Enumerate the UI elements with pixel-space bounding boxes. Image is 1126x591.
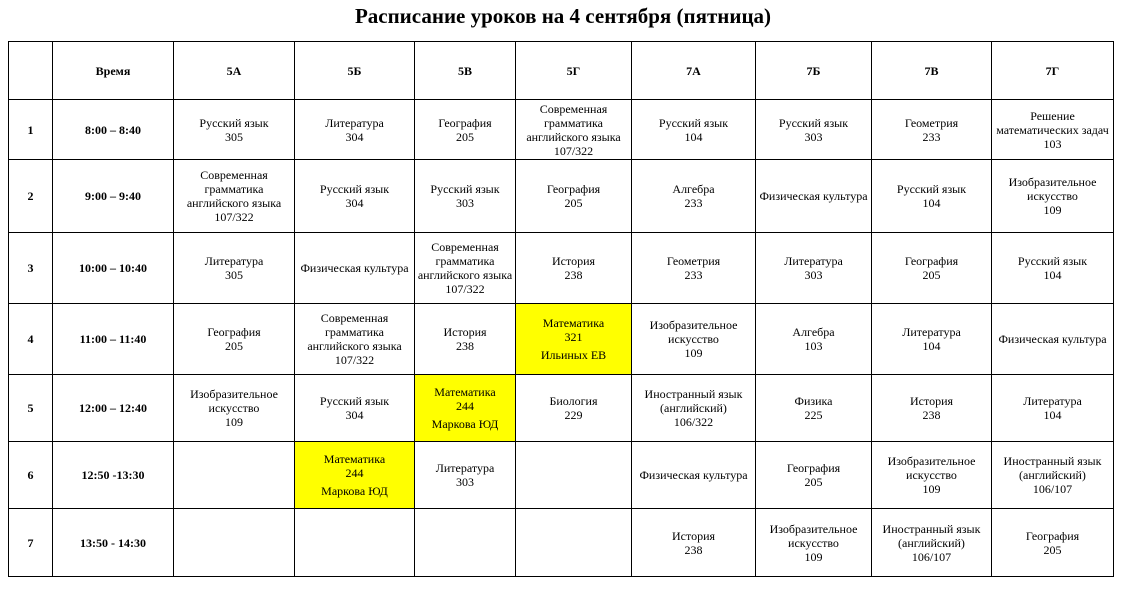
lesson-subject: Современная грамматика английского языка	[307, 311, 402, 353]
lesson-room: 304	[345, 408, 364, 422]
lesson-cell	[516, 304, 632, 375]
lesson-room: 321	[564, 330, 583, 344]
lesson-subject: География	[1025, 528, 1080, 543]
lesson-cell	[415, 304, 516, 375]
lesson-cell	[632, 375, 756, 442]
lesson-room: 225	[804, 408, 823, 422]
class-header: 7Б	[756, 42, 872, 100]
lesson-subject: Геометрия	[904, 115, 959, 130]
lesson-subject: Биология	[549, 394, 598, 408]
corner-cell	[9, 42, 53, 100]
lesson-subject: География	[207, 325, 261, 339]
lesson-cell	[295, 375, 415, 442]
lesson-cell	[516, 100, 632, 160]
table-row	[9, 442, 1114, 509]
lesson-subject: Физическая культура	[998, 332, 1107, 346]
table-row	[9, 100, 1114, 160]
lesson-cell	[872, 509, 992, 577]
lesson-subject: География	[786, 461, 841, 475]
lesson-cell	[632, 304, 756, 375]
lesson-teacher: Маркова ЮД	[321, 484, 388, 498]
lesson-room: 109	[684, 346, 703, 360]
lesson-room: 109	[225, 415, 243, 429]
lesson-room: 205	[564, 196, 583, 210]
lesson-room: 109	[1043, 203, 1062, 217]
lesson-room: 109	[804, 549, 823, 564]
lesson-subject: Русский язык	[896, 182, 967, 196]
lesson-cell	[632, 160, 756, 233]
lesson-cell	[756, 160, 872, 233]
lesson-room: 244	[456, 399, 474, 413]
class-header: 7А	[632, 42, 756, 100]
lesson-room: 103	[1043, 136, 1062, 151]
class-header: 5Б	[295, 42, 415, 100]
lesson-subject: Изобразительное искусство	[1008, 175, 1097, 203]
lesson-cell	[756, 304, 872, 375]
lesson-room: 104	[922, 196, 941, 210]
lesson-cell	[632, 100, 756, 160]
lesson-room: 104	[922, 339, 941, 353]
lesson-subject: История	[909, 394, 954, 408]
table-row	[9, 160, 1114, 233]
lesson-subject: География	[904, 254, 959, 268]
lesson-subject: История	[671, 528, 716, 543]
lesson-subject: Русский язык	[319, 182, 390, 196]
table-row	[9, 375, 1114, 442]
lesson-room: 304	[345, 196, 364, 210]
lesson-room: 244	[345, 466, 364, 480]
lesson-room: 303	[804, 129, 823, 144]
lesson-cell	[174, 100, 295, 160]
lesson-cell	[756, 100, 872, 160]
lesson-cell	[174, 160, 295, 233]
class-header: 5Г	[516, 42, 632, 100]
lesson-subject: Русский язык	[319, 394, 390, 408]
lesson-cell	[872, 442, 992, 509]
lesson-cell	[872, 160, 992, 233]
lesson-cell	[992, 160, 1114, 233]
lesson-cell	[295, 442, 415, 509]
lesson-room: 109	[922, 482, 941, 496]
lesson-subject: Алгебра	[792, 325, 835, 339]
lesson-cell	[516, 160, 632, 233]
lesson-time: 12:50 -13:30	[53, 442, 174, 509]
lesson-subject: Решение математических задач	[996, 108, 1109, 137]
lesson-time: 11:00 – 11:40	[53, 304, 174, 375]
lesson-cell	[992, 442, 1114, 509]
lesson-cell	[756, 509, 872, 577]
lesson-subject: Литература	[902, 325, 961, 339]
lesson-cell	[992, 375, 1114, 442]
lesson-number: 5	[9, 375, 53, 442]
lesson-cell	[415, 442, 516, 509]
class-header: 5В	[415, 42, 516, 100]
lesson-subject: Русский язык	[430, 182, 500, 196]
lesson-cell	[415, 160, 516, 233]
lesson-cell	[872, 304, 992, 375]
lesson-subject: Современная грамматика английского языка	[186, 168, 282, 210]
lesson-subject: Физическая культура	[759, 189, 868, 203]
lesson-room: 205	[922, 268, 941, 282]
lesson-room: 106/322	[673, 415, 714, 429]
lesson-subject: География	[438, 115, 492, 130]
lesson-cell	[872, 233, 992, 304]
lesson-cell	[174, 442, 295, 509]
lesson-subject: Иностранный язык (английский)	[882, 521, 981, 550]
lesson-subject: История	[443, 325, 487, 339]
lesson-subject: Современная грамматика английского языка	[526, 101, 621, 144]
lesson-cell	[295, 233, 415, 304]
lesson-teacher: Ильиных ЕВ	[540, 348, 607, 362]
lesson-room: 303	[804, 268, 823, 282]
lesson-room: 305	[225, 129, 243, 144]
lesson-subject: Иностранный язык (английский)	[644, 387, 743, 415]
class-header: 7В	[872, 42, 992, 100]
lesson-number: 7	[9, 509, 53, 577]
lesson-cell	[992, 509, 1114, 577]
class-header: 5А	[174, 42, 295, 100]
lesson-subject: Современная грамматика английского языка 107/322	[417, 240, 513, 296]
lesson-cell	[415, 100, 516, 160]
lesson-room: 229	[564, 408, 583, 422]
lesson-subject: Изобразительное искусство	[769, 521, 858, 550]
lesson-room: 107/322	[214, 210, 254, 224]
lesson-room: 238	[922, 408, 941, 422]
lesson-cell	[516, 233, 632, 304]
page-title: Расписание уроков на 4 сентября (пятница)	[354, 4, 772, 28]
lesson-cell	[992, 233, 1114, 304]
lesson-room: 304	[345, 129, 364, 144]
lesson-cell	[756, 233, 872, 304]
class-header: 7Г	[992, 42, 1114, 100]
lesson-cell	[872, 375, 992, 442]
lesson-number: 4	[9, 304, 53, 375]
lesson-room: 233	[922, 129, 941, 144]
lesson-time: 10:00 – 10:40	[53, 233, 174, 304]
lesson-number: 1	[9, 100, 53, 160]
lesson-cell	[756, 442, 872, 509]
lesson-cell	[872, 100, 992, 160]
header-row	[9, 42, 1114, 100]
lesson-cell	[295, 304, 415, 375]
table-row	[9, 233, 1114, 304]
lesson-subject: Литература	[435, 461, 495, 475]
lesson-cell	[632, 509, 756, 577]
lesson-room: 303	[456, 475, 474, 489]
lesson-room: 106/107	[911, 549, 952, 564]
lesson-subject: Изобразительное искусство	[887, 454, 976, 482]
lesson-subject: Алгебра	[672, 182, 715, 196]
lesson-time: 12:00 – 12:40	[53, 375, 174, 442]
lesson-subject: Иностранный язык (английский)	[1003, 454, 1102, 482]
lesson-cell	[992, 100, 1114, 160]
lesson-room: 107/322	[334, 353, 375, 367]
schedule-table	[8, 41, 1114, 577]
lesson-subject: Физическая культура	[639, 468, 748, 482]
lesson-room: 104	[1043, 268, 1062, 282]
lesson-cell	[632, 233, 756, 304]
lesson-cell	[295, 509, 415, 577]
lesson-room: 205	[456, 129, 474, 144]
lesson-time: 9:00 – 9:40	[53, 160, 174, 233]
lesson-room: 305	[225, 268, 243, 282]
lesson-cell	[174, 233, 295, 304]
lesson-cell	[516, 375, 632, 442]
lesson-room: 238	[684, 542, 703, 557]
lesson-subject: Изобразительное искусство	[190, 387, 278, 415]
lesson-cell	[295, 160, 415, 233]
lesson-cell	[415, 375, 516, 442]
lesson-subject: Литература	[1023, 394, 1082, 408]
lesson-room: 104	[1043, 408, 1062, 422]
lesson-cell	[516, 509, 632, 577]
lesson-subject: Математика	[434, 385, 496, 399]
lesson-subject: Литература	[325, 115, 384, 130]
lesson-room: 233	[684, 268, 703, 282]
lesson-cell	[415, 233, 516, 304]
lesson-subject: Литература	[784, 254, 843, 268]
lesson-cell	[756, 375, 872, 442]
lesson-subject: Русский язык	[1017, 254, 1088, 268]
lesson-cell	[174, 509, 295, 577]
lesson-room: 205	[1043, 542, 1062, 557]
lesson-subject: История	[551, 254, 596, 268]
lesson-subject: Русский язык	[199, 115, 269, 130]
lesson-cell	[174, 375, 295, 442]
table-row	[9, 509, 1114, 577]
lesson-room: 103	[804, 339, 823, 353]
lesson-cell	[415, 509, 516, 577]
lesson-subject: Русский язык	[658, 115, 729, 130]
lesson-room: 238	[456, 339, 474, 353]
lesson-room: 106/107	[1032, 482, 1073, 496]
lesson-subject: Литература	[204, 254, 264, 268]
table-row	[9, 304, 1114, 375]
lesson-time: 8:00 – 8:40	[53, 100, 174, 160]
lesson-room: 205	[225, 339, 243, 353]
lesson-subject: Геометрия	[666, 254, 721, 268]
lesson-subject: Математика	[323, 452, 386, 466]
lesson-cell	[295, 100, 415, 160]
lesson-subject: Математика	[542, 316, 605, 330]
lesson-cell	[992, 304, 1114, 375]
lesson-subject: Физическая культура	[300, 261, 409, 275]
lesson-room: 107/322	[553, 143, 594, 158]
lesson-room: 104	[684, 129, 703, 144]
lesson-room: 238	[564, 268, 583, 282]
lesson-room: 205	[804, 475, 823, 489]
lesson-cell	[632, 442, 756, 509]
time-header: Время	[53, 42, 174, 100]
lesson-subject: Физика	[794, 394, 833, 408]
lesson-cell	[174, 304, 295, 375]
lesson-teacher: Маркова ЮД	[431, 417, 499, 431]
lesson-number: 3	[9, 233, 53, 304]
lesson-subject: Изобразительное искусство	[649, 318, 738, 346]
lesson-cell	[516, 442, 632, 509]
lesson-time: 13:50 - 14:30	[53, 509, 174, 577]
lesson-number: 6	[9, 442, 53, 509]
lesson-number: 2	[9, 160, 53, 233]
lesson-subject: География	[546, 182, 601, 196]
lesson-room: 303	[456, 196, 474, 210]
lesson-subject: Русский язык	[778, 115, 849, 130]
lesson-room: 233	[684, 196, 703, 210]
